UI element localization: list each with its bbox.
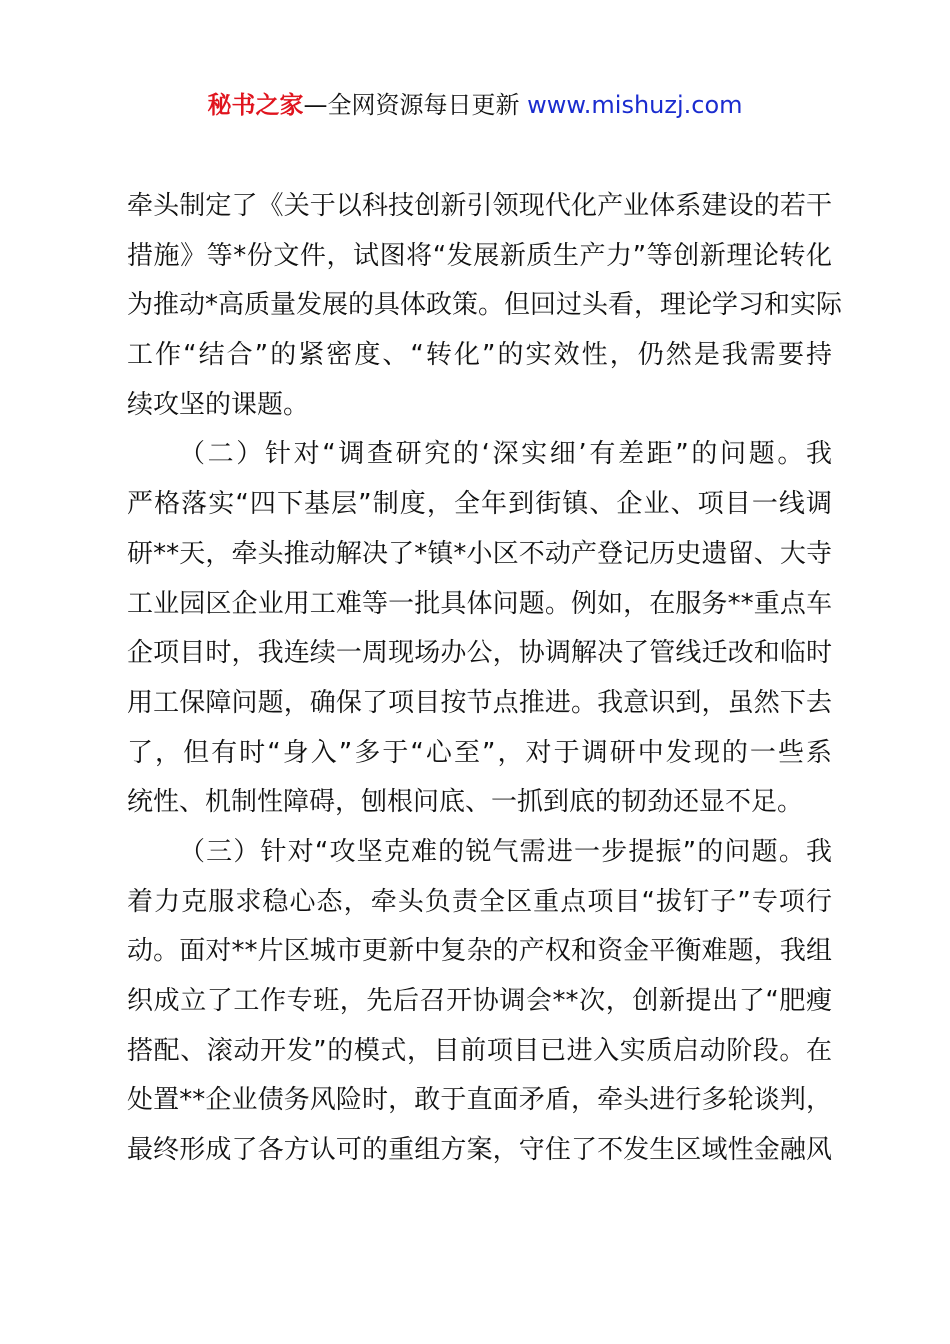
text-line: 用工保障问题，确保了项目按节点推进。我意识到，虽然下去 [127, 687, 832, 718]
text-line: 严格落实“四下基层”制度，全年到街镇、企业、项目一线调 [127, 489, 832, 520]
text-line: 牵头制定了《关于以科技创新引领现代化产业体系建设的若干 [127, 191, 832, 221]
text-line: 搭配、滚动开发”的模式，目前项目已进入实质启动阶段。在 [127, 1035, 832, 1066]
text-line: 动。面对**片区城市更新中复杂的产权和资金平衡难题，我组 [127, 936, 832, 967]
text-line: 为推动*高质量发展的具体政策。但回过头看，理论学习和实际 [127, 290, 843, 321]
text-line: 织成立了工作专班，先后召开协调会**次，创新提出了“肥瘦 [127, 986, 832, 1016]
text-line: 企项目时，我连续一周现场办公，协调解决了管线迁改和临时 [127, 638, 832, 669]
header-slogan: —全网资源每日更新 [303, 91, 520, 119]
text-line: 工业园区企业用工难等一批具体问题。例如，在服务**重点车 [127, 588, 832, 619]
brand-name: 秘书之家 [207, 91, 304, 119]
text-line: 最终形成了各方认可的重组方案，守住了不发生区域性金融风 [127, 1135, 832, 1166]
text-line: 了，但有时“身入”多于“心至”，对于调研中发现的一些系 [127, 737, 832, 768]
text-line: 续攻坚的课题。 [127, 389, 310, 420]
section-heading-line: （三）针对“攻坚克难的锐气需进一步提振”的问题。我 [179, 836, 832, 867]
text-line: 措施》等*份文件，试图将“发展新质生产力”等创新理论转化 [127, 240, 832, 271]
text-line: 着力克服求稳心态，牵头负责全区重点项目“拔钉子”专项行 [127, 886, 832, 917]
header-url-link[interactable]: www.mishuzj.com [527, 91, 743, 119]
text-line: 研**天，牵头推动解决了*镇*小区不动产登记历史遗留、大寺 [127, 538, 832, 569]
text-line: 统性、机制性障碍，刨根问底、一抓到底的韧劲还显不足。 [127, 787, 804, 818]
document-body [127, 182, 843, 1176]
section-heading-line: （二）针对“调查研究的‘深实细’有差距”的问题。我 [179, 439, 832, 470]
page-header [0, 88, 950, 122]
text-line: 工作“结合”的紧密度、“转化”的实效性，仍然是我需要持 [127, 340, 832, 371]
text-line: 处置**企业债务风险时，敢于直面矛盾，牵头进行多轮谈判， [127, 1085, 832, 1116]
